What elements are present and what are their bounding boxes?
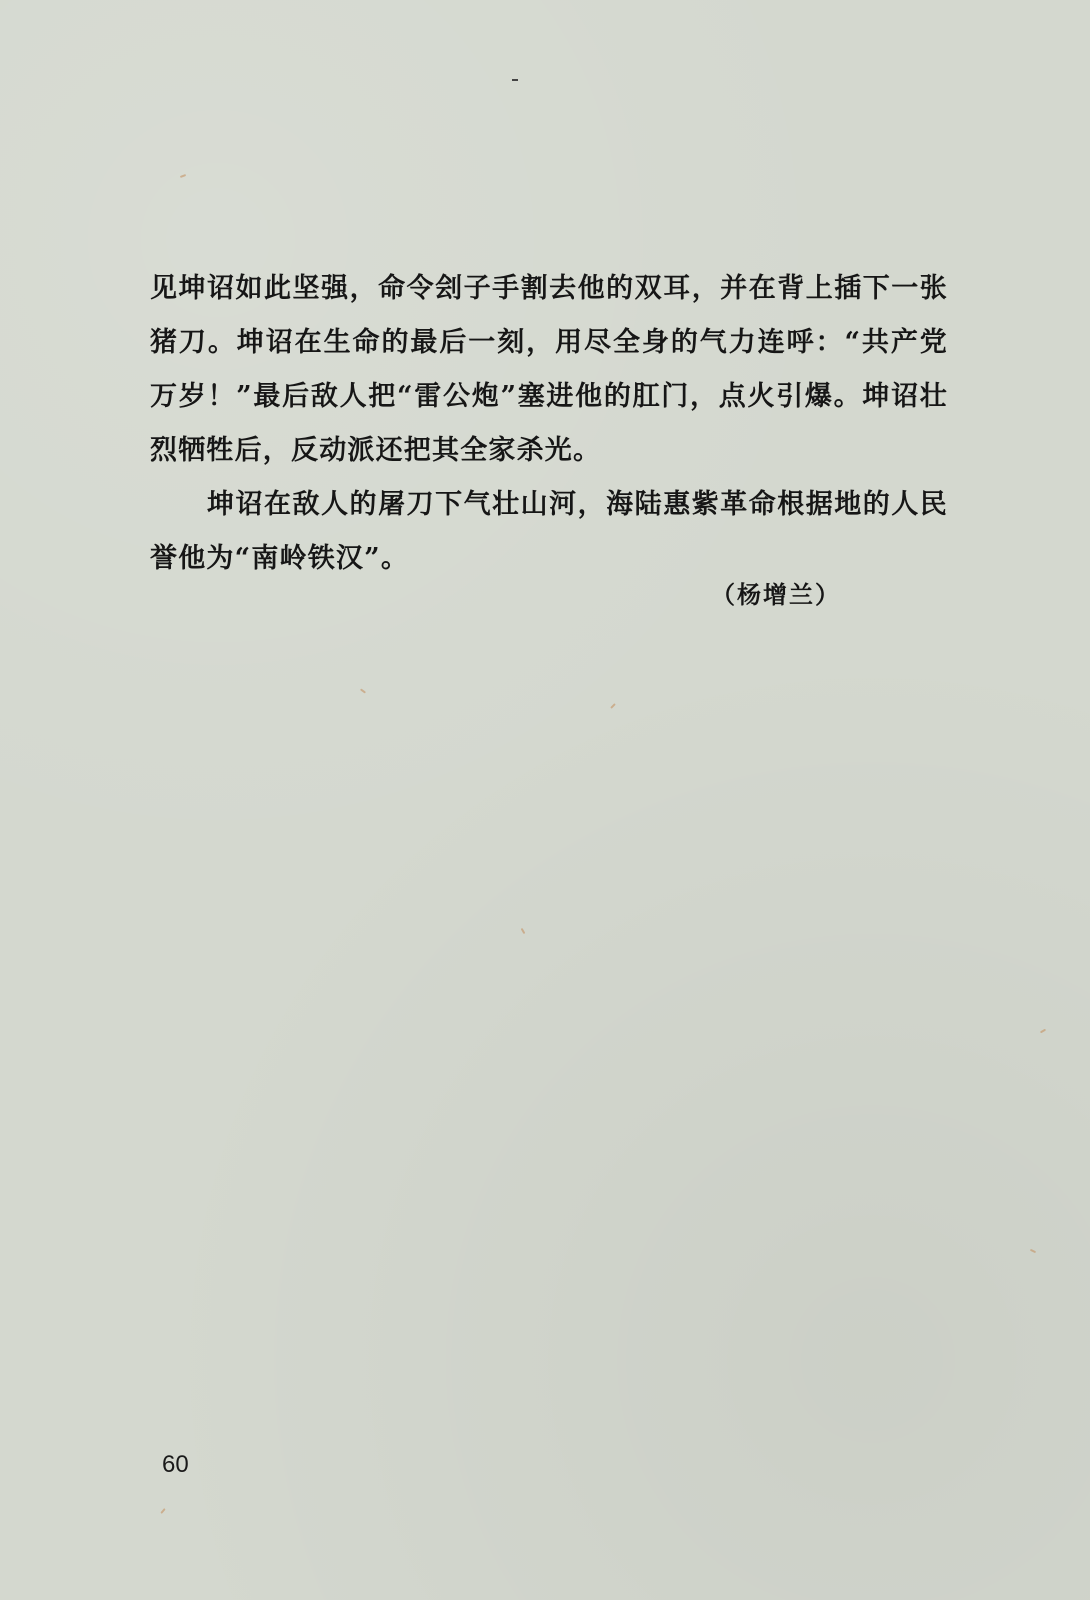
author-signature: （杨增兰） bbox=[711, 580, 841, 609]
paper-speck bbox=[1030, 1249, 1036, 1253]
body-paragraph-1: 见坤诏如此坚强，命令刽子手割去他的双耳，并在背上插下一张猪刀。坤诏在生命的最后一刻，用尽全身的气力连呼：“共产党万岁！”最后敌人把“雷公炮”塞进他的肛门，点火引爆。坤诏壮烈牺牲后，反动派还把其全家杀光。 bbox=[150, 273, 948, 466]
print-mark bbox=[512, 79, 518, 81]
paper-speck bbox=[610, 703, 616, 709]
paper-speck bbox=[521, 928, 526, 934]
paper-speck bbox=[160, 1508, 165, 1514]
page-number: 60 bbox=[162, 1451, 189, 1478]
article-body bbox=[150, 262, 948, 586]
paper-speck bbox=[180, 174, 186, 178]
body-paragraph-2: 坤诏在敌人的屠刀下气壮山河，海陆惠紫革命根据地的人民誉他为“南岭铁汉”。 bbox=[150, 489, 948, 574]
paper-speck bbox=[360, 688, 366, 693]
paper-speck bbox=[1040, 1029, 1046, 1034]
